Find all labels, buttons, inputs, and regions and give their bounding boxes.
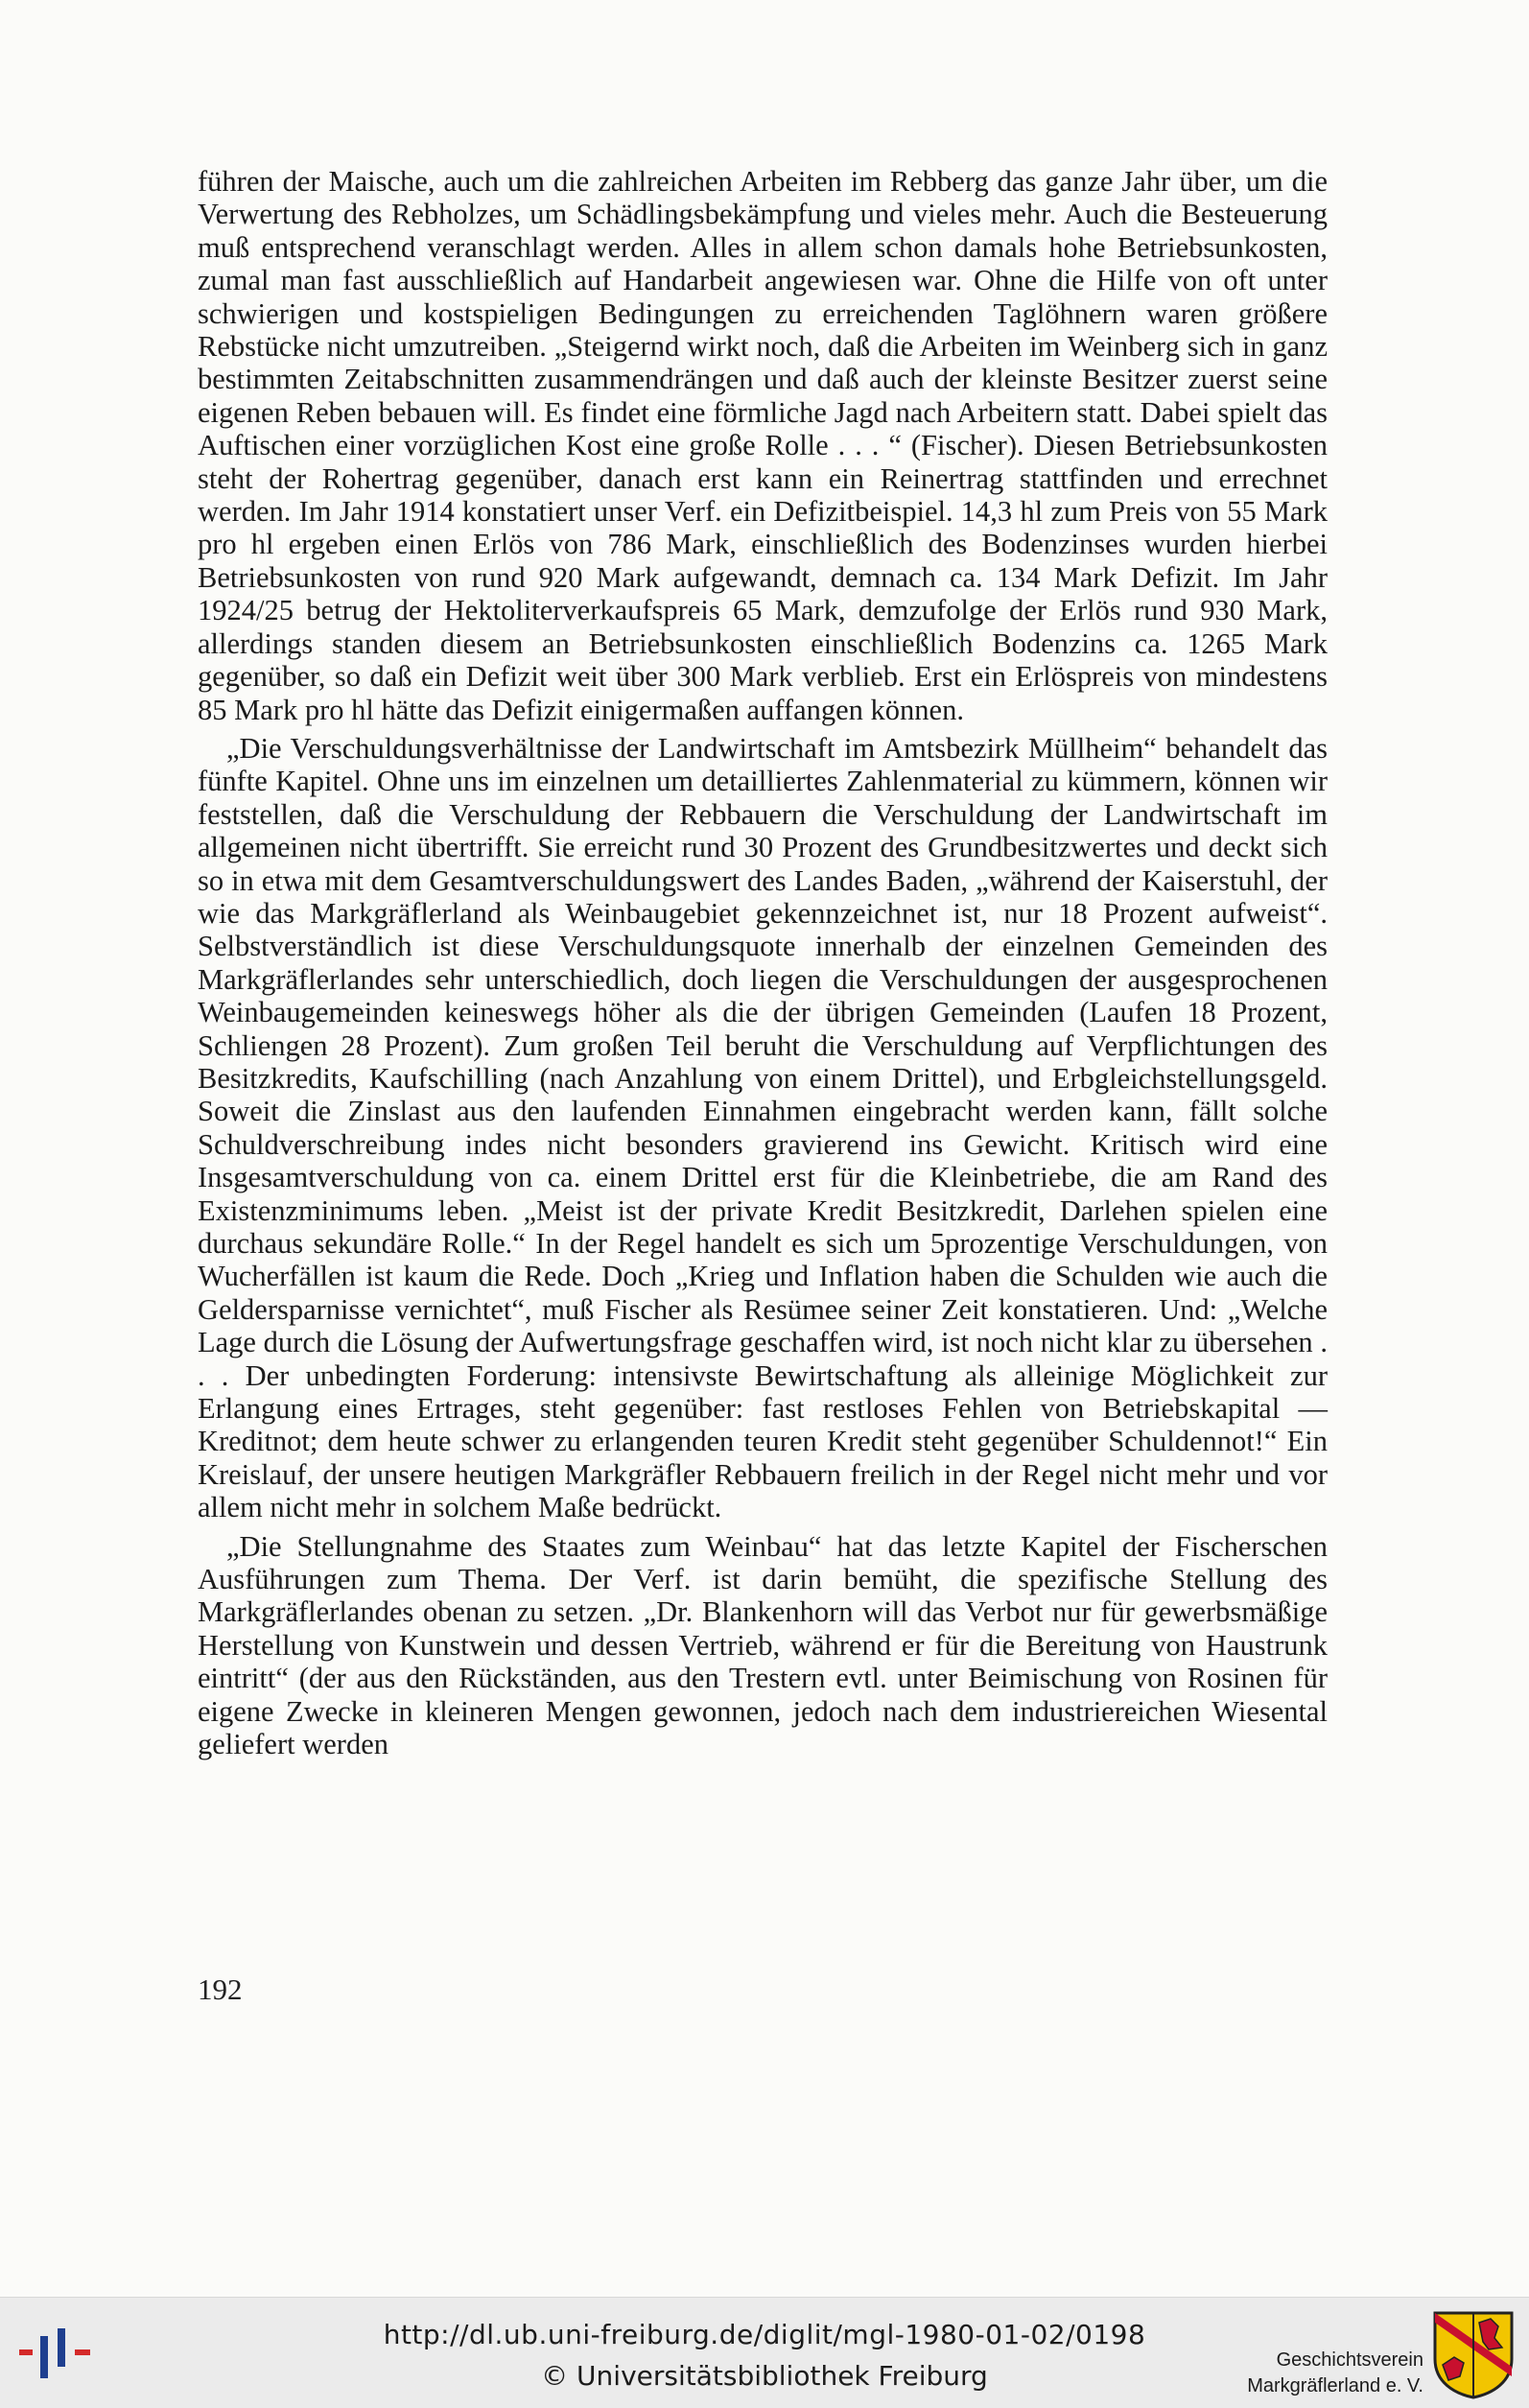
- copyright-notice: © Universitätsbibliothek Freiburg: [541, 2360, 988, 2392]
- body-text: [198, 165, 1328, 1767]
- footer-bar: [0, 2297, 1529, 2408]
- paragraph-2: „Die Verschuldungsverhältnisse der Landwirtschaft im Amtsbezirk Müllheim“ behandelt das fünfte Kapitel. Ohne uns im einzelnen um detailliertes Zahlenmaterial zu kümmern, können wir feststellen, daß die Verschuldung der Rebbauern die Verschuldung der Landwirtschaft im allgemeinen nicht übertrifft. Sie erreicht rund 30 Prozent des Grundbesitzwertes und deckt sich so in etwa mit dem Gesamtverschuldungswert des Landes Baden, „während der Kaiserstuhl, der wie das Markgräflerland als Weinbaugebiet gekennzeichnet ist, nur 18 Prozent aufweist“. Selbstverständlich ist diese Verschuldungsquote innerhalb der einzelnen Gemeinden des Markgräflerlandes sehr unterschiedlich, doch liegen die Verschuldungen der ausgesprochenen Weinbaugemeinden keineswegs höher als die der übrigen Gemeinden (Laufen 18 Prozent, Schliengen 28 Prozent). Zum großen Teil beruht die Verschuldung auf Verpflichtungen des Besitzkredits, Kaufschilling (nach Anzahlung von einem Drittel), und Erbgleichstellungsgeld. Soweit die Zinslast aus den laufenden Einnahmen eingebracht werden kann, fällt solche Schuldverschreibung indes nicht besonders gravierend ins Gewicht. Kritisch wird eine Insgesamtverschuldung von ca. einem Drittel erst für die Kleinbetriebe, die am Rand des Existenzminimums leben. „Meist ist der private Kredit Besitzkredit, Darlehen spielen eine durchaus sekundäre Rolle.“ In der Regel handelt es sich um 5prozentige Verschuldungen, von Wucherfällen ist kaum die Rede. Doch „Krieg und Inflation haben die Schulden wie auch die Geldersparnisse vernichtet“, muß Fischer als Resümee seiner Zeit konstatieren. Und: „Welche Lage durch die Lösung der Aufwertungsfrage geschaffen wird, ist noch nicht klar zu übersehen . . . Der unbedingten Forderung: intensivste Bewirtschaftung als alleinige Möglichkeit zur Erlangung eines Ertrages, steht gegenüber: fast restloses Fehlen von Betriebskapital — Kreditnot; dem heute schwer zu erlangenden teuren Kredit steht gegenüber Schuldennot!“ Ein Kreislauf, der unsere heutigen Markgräfler Rebbauern freilich in der Regel nicht mehr und vor allem nicht mehr in solchem Maße bedrückt.: [198, 731, 1328, 1524]
- coat-of-arms-icon: [1431, 2309, 1516, 2399]
- society-name: [1247, 2348, 1423, 2399]
- paragraph-1: führen der Maische, auch um die zahlreichen Arbeiten im Rebberg das ganze Jahr über, um die Verwertung des Rebholzes, um Schädlingsbekämpfung und vieles mehr. Auch die Besteuerung muß entsprechend veranschlagt werden. Alles in allem schon damals hohe Betriebsunkosten, zumal man fast ausschließlich auf Handarbeit angewiesen war. Ohne die Hilfe von oft unter schwierigen und kostspieligen Bedingungen zu erreichenden Taglöhnern waren größere Rebstücke nicht umzutreiben. „Steigernd wirkt noch, daß die Arbeiten im Weinberg sich in ganz bestimmten Zeitabschnitten zusammendrängen und daß auch der kleinste Besitzer zuerst seine eigenen Reben bebauen will. Es findet eine förmliche Jagd nach Arbeitern statt. Dabei spielt das Auftischen einer vorzüglichen Kost eine große Rolle . . . “ (Fischer). Diesen Betriebsunkosten steht der Rohertrag gegenüber, danach erst kann ein Reinertrag stattfinden und errechnet werden. Im Jahr 1914 konstatiert unser Verf. ein Defizitbeispiel. 14,3 hl zum Preis von 55 Mark pro hl ergeben einen Erlös von 786 Mark, einschließlich des Bodenzinses wurden hierbei Betriebsunkosten von rund 920 Mark aufgewandt, demnach ca. 134 Mark Defizit. Im Jahr 1924/25 betrug der Hektoliterverkaufspreis 65 Mark, demzufolge der Erlös rund 930 Mark, allerdings standen diesem an Betriebsunkosten einschließlich Bodenzins ca. 1265 Mark gegenüber, so daß ein Defizit weit über 300 Mark verblieb. Erst ein Erlöspreis von mindestens 85 Mark pro hl hätte das Defizit einigermaßen auffangen können.: [198, 165, 1328, 726]
- society-name-line-1: Geschichtsverein: [1276, 2349, 1423, 2371]
- society-name-line-2: Markgräflerland e. V.: [1247, 2375, 1423, 2396]
- permalink-url[interactable]: http://dl.ub.uni-freiburg.de/diglit/mgl-1980-01-02/0198: [383, 2319, 1146, 2350]
- page-number: 192: [198, 1972, 243, 2006]
- paragraph-3: „Die Stellungnahme des Staates zum Weinbau“ hat das letzte Kapitel der Fischerschen Ausführungen zum Thema. Der Verf. ist darin bemüht, die spezifische Stellung des Markgräflerlandes obenan zu setzen. „Dr. Blankenhorn will das Verbot nur für gewerbsmäßige Herstellung von Kunstwein und dessen Vertrieb, während er für die Bereitung von Haustrunk eintritt“ (der aus den Rückständen, aus den Trestern evtl. unter Beimischung von Rosinen für eigene Zwecke in kleineren Mengen gewonnen, jedoch nach dem industriereichen Wiesental geliefert werden: [198, 1529, 1328, 1761]
